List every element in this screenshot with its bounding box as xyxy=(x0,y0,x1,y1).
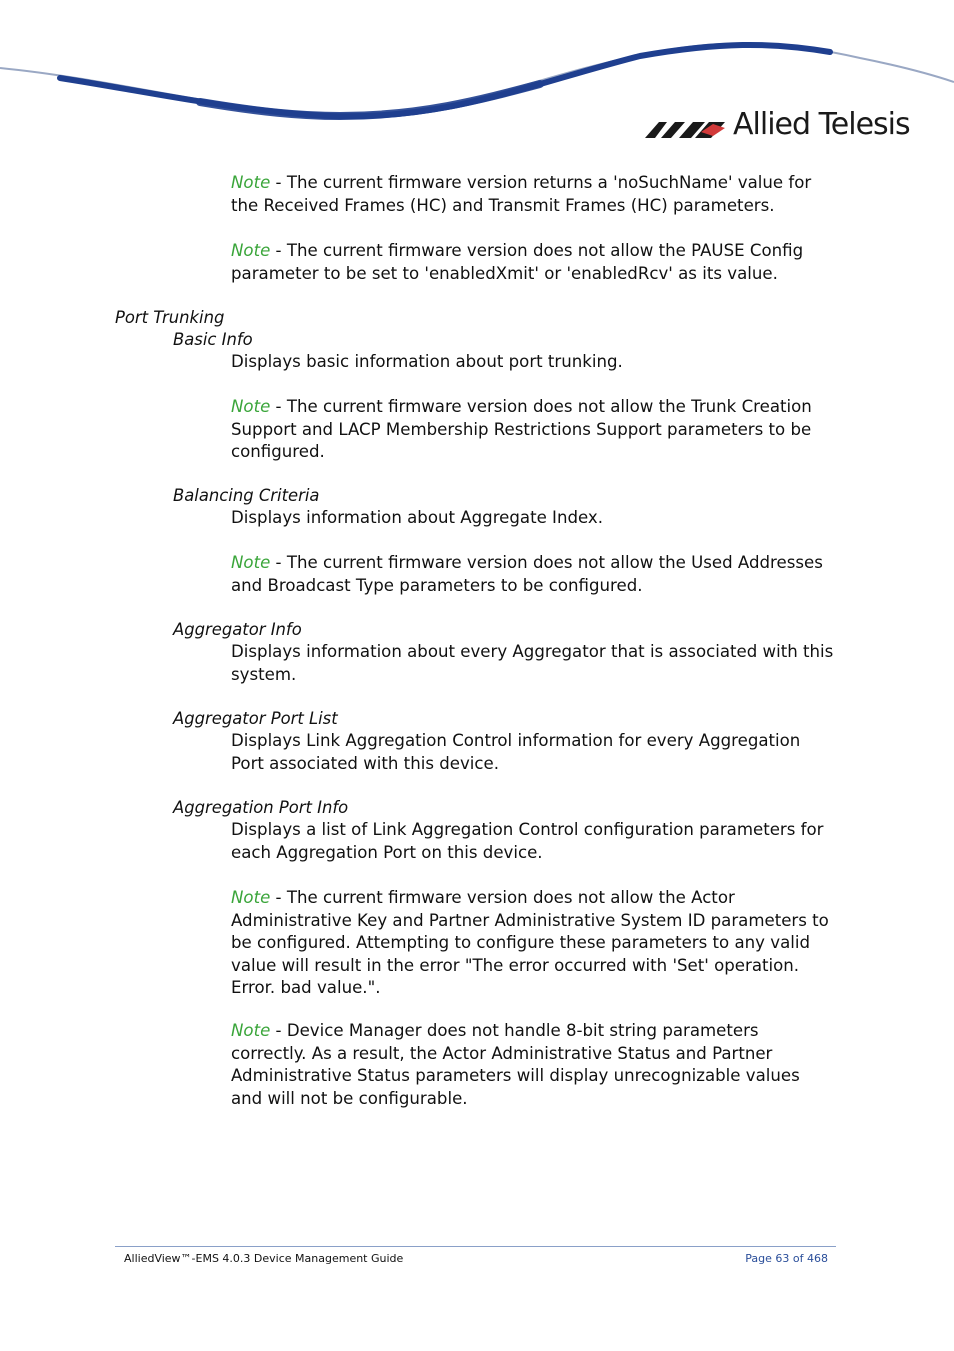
heading-balancing-criteria: Balancing Criteria xyxy=(173,486,320,505)
note-text: - The current firmware version does not allow the PAUSE Config parameter to be set to 'enabledXmit' or 'enabledRcv' as its value. xyxy=(231,241,804,283)
allied-telesis-logo-icon xyxy=(645,108,735,148)
note-label: Note xyxy=(231,1021,271,1040)
note-label: Note xyxy=(231,397,271,416)
aggregator-info-desc: Displays information about every Aggregator that is associated with this system. xyxy=(231,642,834,684)
note-text: - The current firmware version returns a 'noSuchName' value for the Received Frames (HC) and Transmit Frames (HC) parameters. xyxy=(231,173,812,215)
note-label: Note xyxy=(231,553,271,572)
heading-port-trunking: Port Trunking xyxy=(115,308,225,327)
aggregation-port-info-note2 xyxy=(231,1020,836,1110)
aggregation-port-info-desc: Displays a list of Link Aggregation Control configuration parameters for each Aggregation Port on this device. xyxy=(231,820,824,862)
heading-aggregation-port-info: Aggregation Port Info xyxy=(173,798,349,817)
note-text: - Device Manager does not handle 8-bit string parameters correctly. As a result, the Actor Administrative Status and Partner Administrative Status parameters will display unrecognizable values and will not be configurable. xyxy=(231,1021,800,1108)
balancing-criteria-note xyxy=(231,552,836,597)
note-text: - The current firmware version does not allow the Used Addresses and Broadcast Type parameters to be configured. xyxy=(231,553,823,595)
footer-divider xyxy=(115,1246,836,1247)
basic-info-note xyxy=(231,396,836,464)
note-noSuchName xyxy=(231,172,836,217)
note-label: Note xyxy=(231,888,271,907)
balancing-criteria-desc: Displays information about Aggregate Index. xyxy=(231,508,604,527)
heading-aggregator-info: Aggregator Info xyxy=(173,620,302,639)
aggregation-port-info-note1 xyxy=(231,887,836,1000)
note-text: - The current firmware version does not allow the Trunk Creation Support and LACP Membership Restrictions Support parameters to be configured. xyxy=(231,397,812,461)
footer-guide-title: AlliedView™-EMS 4.0.3 Device Management Guide xyxy=(124,1252,404,1265)
basic-info-desc: Displays basic information about port trunking. xyxy=(231,352,623,371)
note-label: Note xyxy=(231,241,271,260)
brand-name: Allied Telesis xyxy=(733,107,910,142)
heading-basic-info: Basic Info xyxy=(173,330,253,349)
note-pause-config xyxy=(231,240,836,285)
heading-aggregator-port-list: Aggregator Port List xyxy=(173,709,338,728)
note-label: Note xyxy=(231,173,271,192)
aggregator-port-list-desc: Displays Link Aggregation Control information for every Aggregation Port associated with this device. xyxy=(231,731,801,773)
note-text: - The current firmware version does not allow the Actor Administrative Key and Partner Administrative System ID parameters to be configured. Attempting to configure these parameters to any valid value will result in the error "The error occurred with 'Set' operation. Error. bad value.". xyxy=(231,888,829,997)
footer-page-number: Page 63 of 468 xyxy=(745,1252,828,1265)
